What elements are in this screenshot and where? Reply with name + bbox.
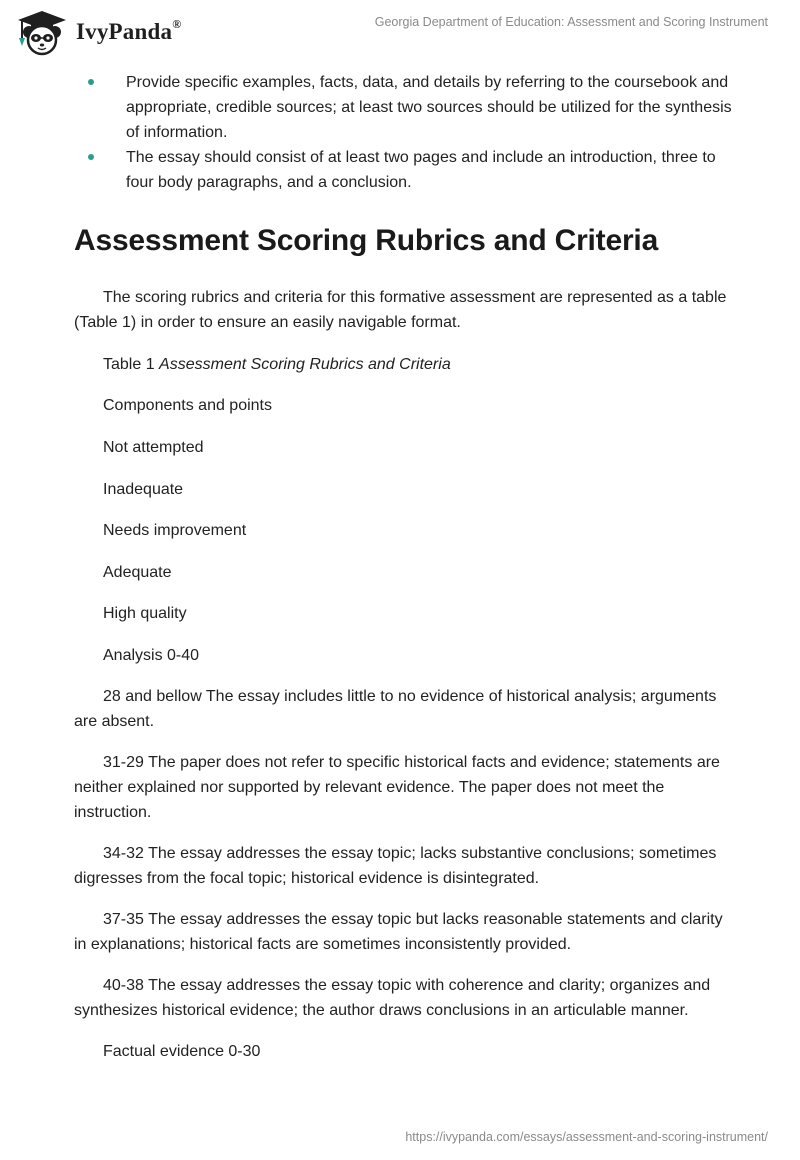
table-title: Assessment Scoring Rubrics and Criteria [159, 356, 451, 373]
section-heading: Assessment Scoring Rubrics and Criteria [74, 224, 659, 257]
table-line: Adequate [103, 564, 172, 581]
registered-mark: ® [172, 17, 182, 31]
table-line: High quality [103, 605, 187, 622]
bullet-icon [88, 79, 94, 85]
table-line: Inadequate [103, 481, 184, 498]
list-item [74, 145, 734, 195]
essay-content [74, 70, 734, 1064]
panda-graduate-icon [14, 8, 70, 56]
bullet-icon [88, 154, 94, 160]
table-caption [74, 352, 734, 377]
list-item [74, 70, 734, 145]
table-label: Table 1 [103, 356, 155, 373]
page-header [0, 0, 800, 64]
ivypanda-logo[interactable] [14, 8, 181, 56]
table-line: Analysis 0-40 [103, 647, 200, 664]
list-item-text: Provide specific examples, facts, data, and details by referring to the coursebook and appropriate, credible sources; at least two sources should be utilized for the synthesis of information. [126, 74, 732, 141]
table-line: Components and points [103, 397, 272, 414]
table-line: Needs improvement [103, 522, 247, 539]
table-line: Not attempted [103, 439, 204, 456]
logo-wordmark [76, 19, 181, 45]
table-line: 37-35 The essay addresses the essay topic but lacks reasonable statements and clarity in explanations; historical facts are sometimes inconsistently provided. [74, 911, 723, 953]
source-url[interactable]: https://ivypanda.com/essays/assessment-and-scoring-instrument/ [405, 1130, 768, 1144]
list-item-text: The essay should consist of at least two pages and include an introduction, three to four body paragraphs, and a conclusion. [126, 149, 716, 191]
table-line: 40-38 The essay addresses the essay topic with coherence and clarity; organizes and synthesizes historical evidence; the author draws conclusions in an articulable manner. [74, 977, 711, 1019]
table-line: Factual evidence 0-30 [103, 1043, 261, 1060]
requirements-list [74, 70, 734, 195]
document-title: Georgia Department of Education: Assessment and Scoring Instrument [374, 15, 768, 29]
table-line: 28 and bellow The essay includes little to no evidence of historical analysis; arguments are absent. [74, 688, 717, 730]
intro-paragraph: The scoring rubrics and criteria for this formative assessment are represented as a table (Table 1) in order to ensure an easily navigable format. [74, 289, 727, 331]
table-line: 31-29 The paper does not refer to specific historical facts and evidence; statements are neither explained nor supported by relevant evidence. The paper does not meet the instruction. [74, 754, 720, 821]
logo-name: IvyPanda [76, 19, 173, 44]
table-line: 34-32 The essay addresses the essay topic; lacks substantive conclusions; sometimes digresses from the focal topic; historical evidence is disintegrated. [74, 845, 717, 887]
